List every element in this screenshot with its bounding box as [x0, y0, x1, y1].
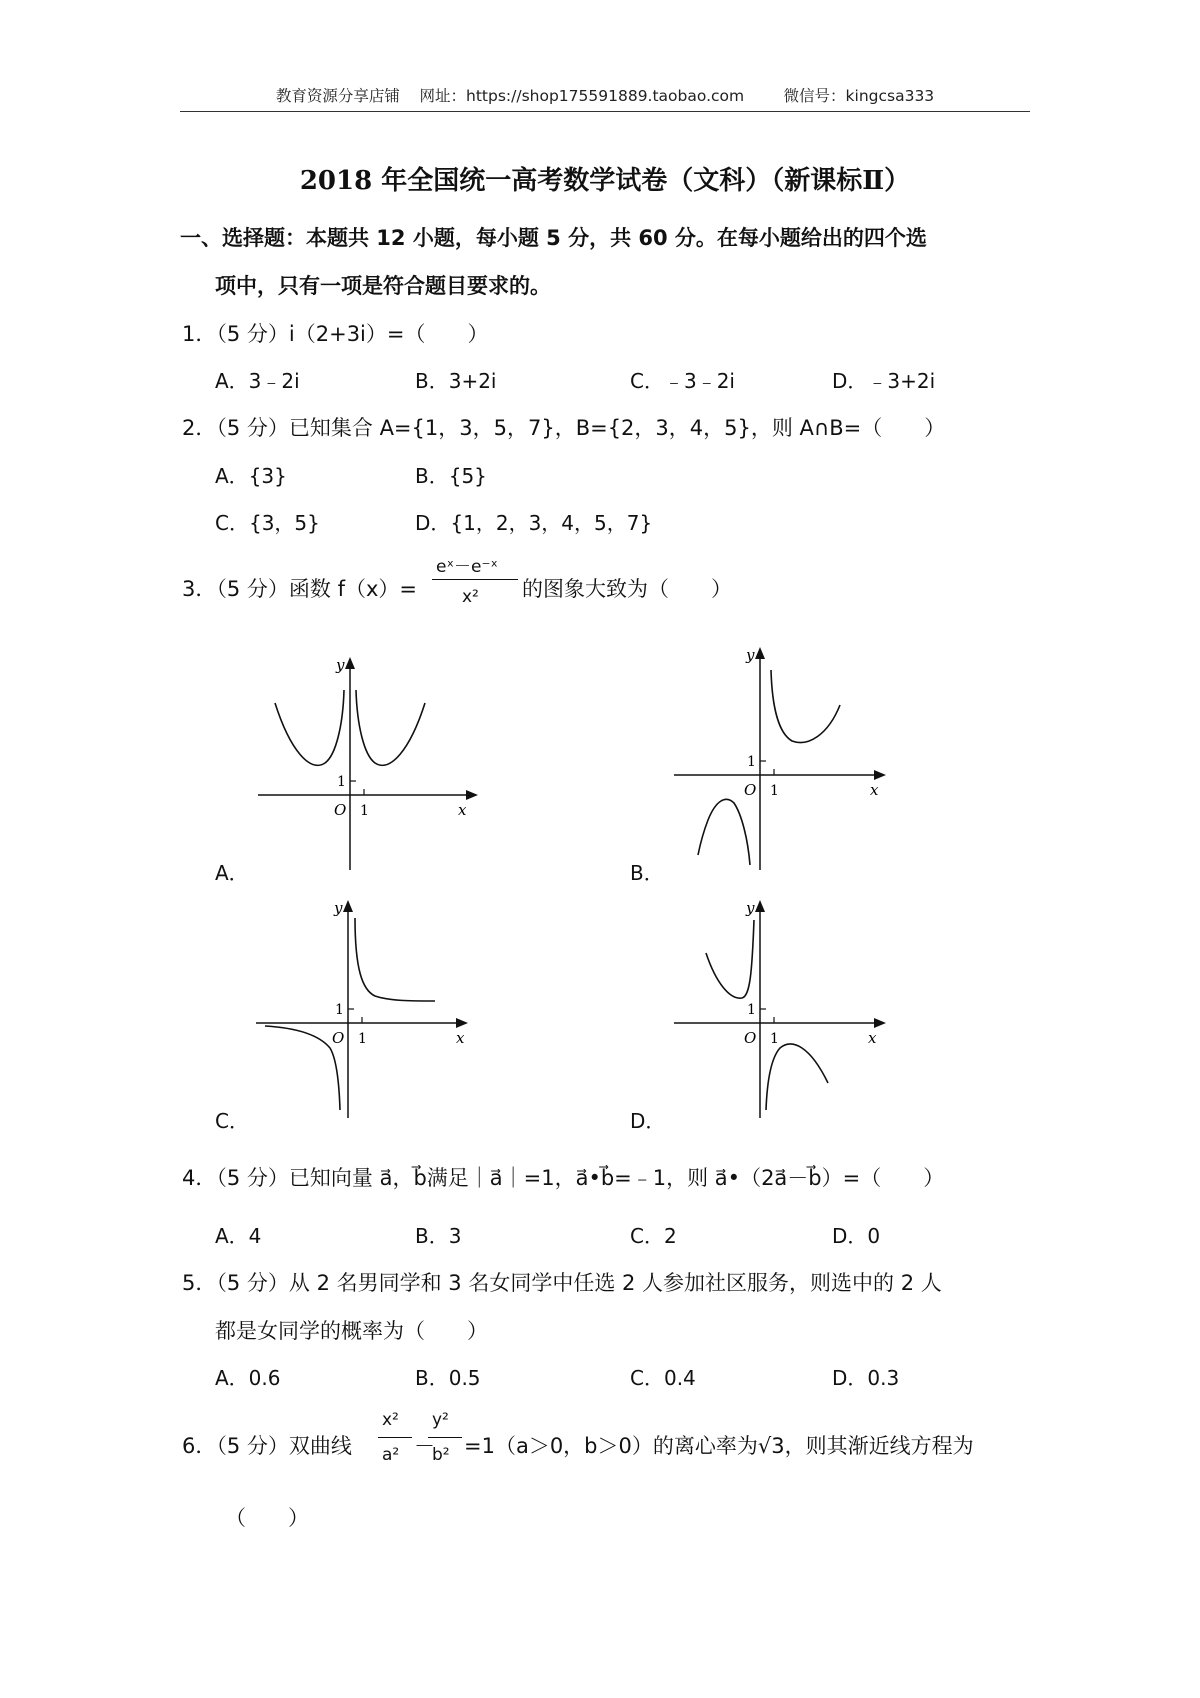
- q6-fraction-x: [378, 1410, 414, 1480]
- q6-fraction-y-numerator: y²: [432, 1410, 449, 1430]
- question-6-stem-prefix: 6．（5 分）双曲线: [182, 1434, 352, 1458]
- question-5-stem-line2: 都是女同学的概率为（ ）: [215, 1319, 488, 1343]
- graph-c-x-tick-1: 1: [358, 1031, 367, 1047]
- graph-d: [668, 898, 898, 1118]
- q2-option-d: D．{1，2，3，4，5，7}: [415, 511, 653, 535]
- q6-fraction-x-numerator: x²: [382, 1410, 399, 1430]
- q6-fraction-x-bar: [378, 1437, 412, 1438]
- question-6-stem-line2: （ ）: [225, 1506, 309, 1530]
- q5-option-b: B．0.5: [415, 1366, 481, 1390]
- q3-option-a: A．: [215, 861, 249, 885]
- q1-option-b: B．3+2i: [415, 369, 497, 393]
- q4-option-b: B．3: [415, 1224, 462, 1248]
- q1-option-d: D．﹣3+2i: [832, 369, 936, 393]
- question-2-stem: 2．（5 分）已知集合 A={1，3，5，7}，B={2，3，4，5}，则 A∩B=（ ）: [182, 416, 946, 440]
- q3-option-b: B．: [630, 861, 664, 885]
- graph-a-y-tick-1: 1: [337, 774, 346, 790]
- q1-option-a: A．3﹣2i: [215, 369, 300, 393]
- graph-a-x-label: x: [458, 801, 467, 819]
- q3-fraction-bar: [432, 579, 518, 580]
- q4-option-a: A．4: [215, 1224, 262, 1248]
- q3-fraction: [432, 552, 520, 622]
- graph-d-y-tick-1: 1: [747, 1002, 756, 1018]
- q3-fraction-denominator: x²: [462, 587, 479, 607]
- graph-c-y-label: y: [334, 899, 343, 917]
- graph-a-origin-label: O: [334, 801, 347, 819]
- q6-fraction-y-denominator: b²: [432, 1445, 450, 1465]
- graph-c-x-label: x: [456, 1029, 465, 1047]
- q5-option-d: D．0.3: [832, 1366, 900, 1390]
- q5-option-c: C．0.4: [630, 1366, 696, 1390]
- graph-c-origin-label: O: [332, 1029, 345, 1047]
- graph-b-origin-label: O: [744, 781, 757, 799]
- q6-fraction-y-bar: [428, 1437, 462, 1438]
- graph-a: [250, 655, 480, 870]
- q2-option-b: B．{5}: [415, 464, 487, 488]
- graph-d-origin-label: O: [744, 1029, 757, 1047]
- q2-option-c: C．{3，5}: [215, 511, 320, 535]
- question-1-stem: 1．（5 分）i（2+3i）=（ ）: [182, 322, 489, 346]
- q6-fraction-x-denominator: a²: [382, 1445, 400, 1465]
- question-6-stem-suffix: =1（a＞0，b＞0）的离心率为√3，则其渐近线方程为: [464, 1434, 974, 1458]
- q4-option-d: D．0: [832, 1224, 881, 1248]
- question-3-stem-suffix: 的图象大致为（ ）: [522, 577, 732, 601]
- graph-a-y-label: y: [336, 656, 345, 674]
- q1-option-c: C．﹣3﹣2i: [630, 369, 735, 393]
- q3-option-d: D．: [630, 1109, 666, 1133]
- graph-b: [668, 645, 898, 870]
- q2-option-a: A．{3}: [215, 464, 287, 488]
- header-divider: [180, 111, 1030, 112]
- graph-c-y-tick-1: 1: [335, 1002, 344, 1018]
- graph-d-y-label: y: [746, 899, 755, 917]
- q4-option-c: C．2: [630, 1224, 677, 1248]
- section-heading-line2: 项中，只有一项是符合题目要求的。: [215, 274, 551, 298]
- graph-d-x-label: x: [868, 1029, 877, 1047]
- page-header: 教育资源分享店铺 网址：https://shop175591889.taobao.com 微信号：kingcsa333: [275, 87, 935, 105]
- graph-a-x-tick-1: 1: [360, 803, 369, 819]
- page-title: 2018 年全国统一高考数学试卷（文科）（新课标Ⅱ）: [299, 166, 911, 196]
- q3-option-c: C．: [215, 1109, 249, 1133]
- graph-b-y-tick-1: 1: [747, 754, 756, 770]
- q6-fraction-y: [428, 1410, 464, 1480]
- question-5-stem: 5．（5 分）从 2 名男同学和 3 名女同学中任选 2 人参加社区服务，则选中的 2 人: [182, 1271, 942, 1295]
- graph-c: [250, 898, 480, 1118]
- section-heading-line1: 一、选择题：本题共 12 小题，每小题 5 分，共 60 分。在每小题给出的四个选: [180, 226, 927, 250]
- question-4-stem: 4．（5 分）已知向量 a⃗，b⃗满足｜a⃗｜=1，a⃗•b⃗=﹣1，则 a⃗•（2a⃗－b⃗）=（ ）: [182, 1166, 945, 1190]
- graph-b-y-label: y: [746, 646, 755, 664]
- graph-b-x-label: x: [870, 781, 879, 799]
- q6-minus-sign: －: [414, 1434, 435, 1458]
- q5-option-a: A．0.6: [215, 1366, 281, 1390]
- q3-fraction-numerator: eˣ－e⁻ˣ: [436, 557, 498, 577]
- question-3-stem-prefix: 3．（5 分）函数 f（x）=: [182, 577, 417, 601]
- graph-d-x-tick-1: 1: [770, 1031, 779, 1047]
- graph-b-x-tick-1: 1: [770, 783, 779, 799]
